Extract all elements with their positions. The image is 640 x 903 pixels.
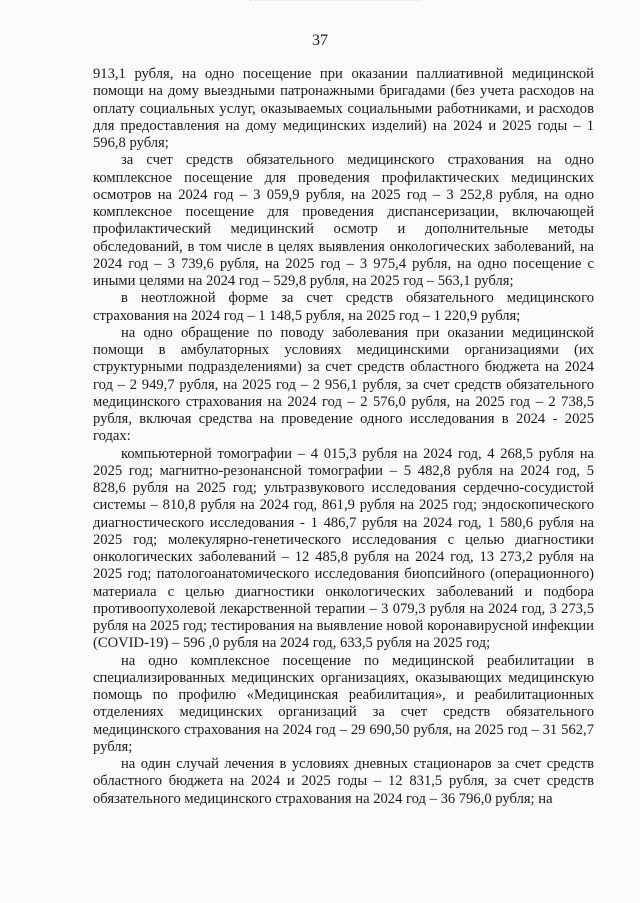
paragraph-diagnostic-studies: компьютерной томографии – 4 015,3 рубля на 2024 год, 4 268,5 рубля на 2025 год; магнитно-резонансной томографии – 5 482,8 рубля на 2024 год, 5 828,6 рубля на 2025 год; ультразвукового исследования сердечно-сосудистой системы – 810,8 рубля на 2024 год, 861,9 рубля на 2025 год; эндоскопического диагностического исследования - 1 486,7 рубля на 2024 год, 1 580,6 рубля на 2025 год; молекулярно-генетического исследования с целью диагностики онкологических заболеваний – 12 485,8 рубля на 2024 год, 13 273,2 рубля на 2025 год; патологоанатомического исследования биопсийного (операционного) материала с целью диагностики онкологических заболеваний и подбора противоопухолевой лекарственной терапии – 3 079,3 рубля на 2024 год, 3 273,5 рубля на 2025 год; тестирования на выявление новой коронавирусной инфекции (COVID-19) – 596 ,0 рубля на 2024 год, 633,5 рубля на 2025 год; <box>93 445 594 652</box>
paragraph-day-hospital: на один случай лечения в условиях дневных стационаров за счет средств областного бюджета на 2024 и 2025 годы – 12 831,5 рубля, за счет средств обязательного медицинского страхования на 2024 год – 36 796,0 рубля; на <box>93 756 594 807</box>
page-number: 37 <box>312 32 328 49</box>
document-body <box>93 66 594 808</box>
paragraph-preventive-visits: за счет средств обязательного медицинского страхования на одно комплексное посещение для проведения профилактических медицинских осмотров на 2024 год – 3 059,9 рубля, на 2025 год – 3 252,8 рубля, на одно комплексное посещение для проведения диспансеризации, включающей профилактический медицинский осмотр и дополнительные методы обследований, в том числе в целях выявления онкологических заболеваний, на 2024 год – 3 739,6 рубля, на 2025 год – 3 975,4 рубля, на одно посещение с иными целями на 2024 год – 529,8 рубля, на 2025 год – 563,1 рубля; <box>93 152 594 289</box>
scan-artifact <box>250 0 420 7</box>
paragraph-continuation: 913,1 рубля, на одно посещение при оказании паллиативной медицинской помощи на дому выездными патронажными бригадами (без учета расходов на оплату социальных услуг, оказываемых социальными работниками, и расходов для предоставления на дому медицинских изделий) на 2024 и 2025 годы – 1 596,8 рубля; <box>93 66 594 151</box>
paragraph-urgent-care: в неотложной форме за счет средств обязательного медицинского страхования на 2024 год – 1 148,5 рубля, на 2025 год – 1 220,9 рубля; <box>93 290 594 324</box>
paragraph-outpatient-appeal: на одно обращение по поводу заболевания при оказании медицинской помощи в амбулаторных условиях медицинскими организациями (их структурными подразделениями) за счет средств областного бюджета на 2024 год – 2 949,7 рубля, на 2025 год – 2 956,1 рубля, за счет средств обязательного медицинского страхования на 2024 год – 2 576,0 рубля, на 2025 год – 2 738,5 рубля, включая средства на проведение одного исследования в 2024 - 2025 годах: <box>93 324 594 445</box>
paragraph-rehabilitation: на одно комплексное посещение по медицинской реабилитации в специализированных медицинских организациях, оказывающих медицинскую помощь по профилю «Медицинская реабилитация», и реабилитационных отделениях медицинских организаций за счет средств обязательного медицинского страхования на 2024 год – 29 690,50 рубля, на 2025 год – 31 562,7 рубля; <box>93 652 594 755</box>
